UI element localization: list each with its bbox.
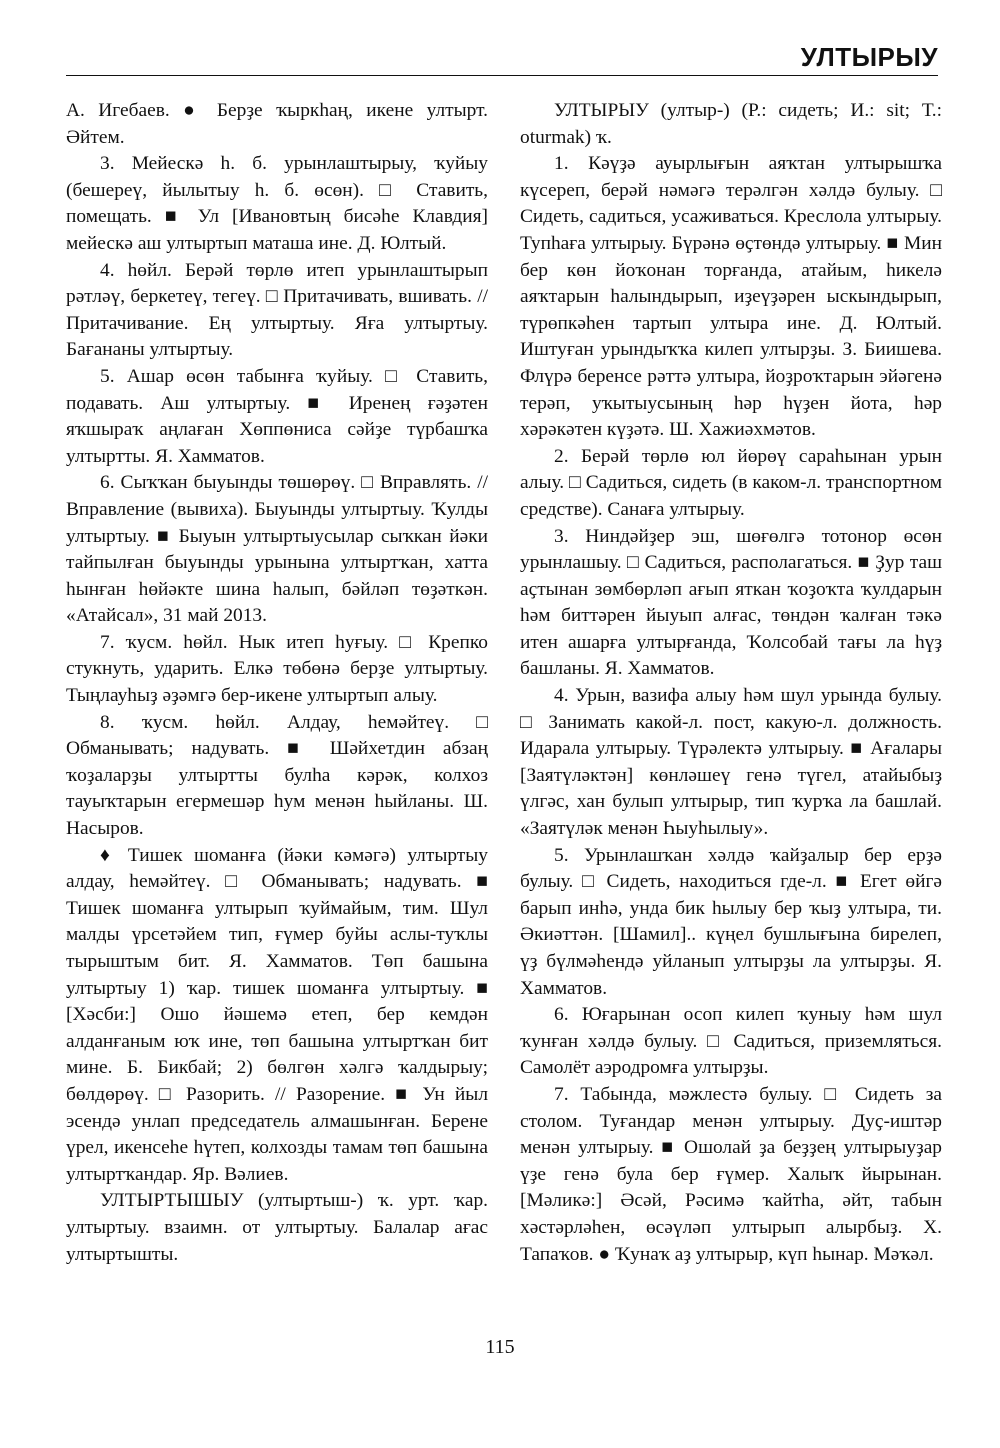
dictionary-paragraph: 1. Кәүҙә ауырлығын аяҡтан ултырышҡа күсереп, берәй нәмәгә терәлгән хәлдә булыу. □ Сидеть, садиться, усаживаться. Креслола ултырыу. Тупһаға ултырыу. Бүрәнә өҫтөндә ултырыу. ■ Мин бер көн йоҡонан торғанда, атайым, һикелә аяҡтарын һалындырып, иҙеүҙәрен ыскындырып, түрөпкәһен тартып ултыра ине. Д. Юлтый. Иштуған урындыҡҡа килеп ултырҙы. З. Биишева. Флүрә беренсе рәттә ултыра, йоҙроҡтарын эйәгенә терәп, уҡытыусының һәр һүҙен йота, һәр хәрәкәтен күҙәтә. Ш. Хажиәхмәтов. xyxy=(520,153,942,441)
dictionary-paragraph: 7. ҡусм. һөйл. Нык итеп һуғыу. □ Крепко стукнуть, ударить. Елкә төбөнә берҙе ултыртыу. Тыңлауһыҙ әҙәмгә бер-икене ултыртып алыу. xyxy=(66,631,488,707)
dictionary-paragraph: УЛТЫРЫУ (ултыр-) (Р.: сидеть; И.: sit; Т.: oturmak) ҡ. xyxy=(520,100,942,148)
dictionary-paragraph: 6. Юғарынан осоп килеп ҡуныу һәм шул ҡунған хәлдә булыу. □ Садиться, приземляться. Самолёт аэродромға ултырҙы. xyxy=(520,1004,942,1079)
running-head-word: УЛТЫРЫУ xyxy=(800,42,938,72)
header-rule xyxy=(66,75,938,76)
left-column xyxy=(66,98,488,1268)
dictionary-paragraph: 7. Табында, мәжлестә булыу. □ Сидеть за столом. Туғандар менән ултырыу. Дуҫ-иштәр менән ултырыу. ■ Ошолай ҙа беҙҙең ултырыуҙар үҙе генә була бер ғүмер. Халыҡ йырынан. [Мәликә:] Әсәй, Рәсимә ҡайтһа, әйт, табын хәстәрләһен, өсәүләп ултырып алырбыҙ. Х. Тапаҡов. ● Ҡунаҡ аҙ ултырыр, күп һынар. Мәҡәл. xyxy=(520,1083,942,1265)
dictionary-paragraph: 3. Мейескә һ. б. урынлаштырыу, ҡуйыу (бешереү, йылытыу һ. б. өсөн). □ Ставить, помещать. ■ Ул [Ивановтың бисәһе Клавдия] мейескә аш ултыртып маташа ине. Д. Юлтый. xyxy=(66,153,488,254)
dictionary-paragraph: 3. Ниндәйҙер эш, шөғөлгә тотонор өсөн урынлашыу. □ Садиться, располагаться. ■ Ҙур таш аҫтынан зөмбөрләп ағып яткан ҡоҙоҡта ҡулдарын һәм биттәрен йыуып алғас, төндән ҡалған тәкә итен ашарға ултырғанда, Ҡолсобай тағы ла һүҙ башланы. Я. Хамматов. xyxy=(520,525,942,680)
dictionary-paragraph: ♦ Тишек шоманға (йәки кәмәгә) ултыртыу алдау, һемәйтеү. □ Обманывать; надувать. ■ Тишек шоманға ултырып ҡуймайым, тим. Шул малды үрсетәйем тип, ғүмер буйы аслы-туҡлы тырыштым бит. Я. Хамматов. Төп башына ултыртыу 1) ҡар. тишек шоманға ултыртыу. ■ [Хәсби:] Ошо йәшемә етеп, бер кемдән алданғаным юҡ ине, төп башына ултыртҡан бит мине. Б. Бикбай; 2) бөлгөн хәлгә ҡалдырыу; бөлдөрөү. □ Разорить. // Разорение. ■ Ун йыл эсендә унлап председатель алмашынған. Берене үрел, икенсеһе һүтеп, колхозды тамам төп башына ултыртҡандар. Яр. Вәлиев. xyxy=(66,844,488,1185)
dictionary-paragraph: 2. Берәй төрлө юл йөрөү сараһынан урын алыу. □ Садиться, сидеть (в каком-л. транспортном средстве). Санаға ултырыу. xyxy=(520,445,942,520)
dictionary-paragraph: 6. Сыҡҡан быуынды төшөрөү. □ Вправлять. // Вправление (вывиха). Быуынды ултыртыу. Ҡулды ултыртыу. ■ Быуын ултыртыусылар сыҡкан йәки тайпылған быуынды урынына ултыртҡан, хатта һынған һөйәкте шина һалып, бәйләп төҙәткән. «Атайсал», 31 май 2013. xyxy=(66,472,488,627)
dictionary-paragraph: 8. ҡусм. һөйл. Алдау, һемәйтеү. □ Обманывать; надувать. ■ Шәйхетдин абзаң ҡоҙаларҙы ултыртты булһа кәрәк, колхоз тауыҡтарын егермешәр һум менән һыйланы. Ш. Насыров. xyxy=(66,711,488,840)
running-header xyxy=(66,38,938,76)
dictionary-paragraph: 4. һөйл. Берәй төрлө итеп урынлаштырып рәтләү, беркетеү, тегеү. □ Притачивать, вшивать. // Притачивание. Ең ултыртыу. Яға ултыртыу. Бағананы ултыртыу. xyxy=(66,259,488,361)
dictionary-paragraph: А. Игебаев. ● Берҙе ҡыркһаң, икене ултырт. Әйтем. xyxy=(66,100,488,148)
dictionary-paragraph: 5. Ашар өсөн табынға ҡуйыу. □ Ставить, подавать. Аш ултыртыу. ■ Иренең ғәҙәтен яҡшыраҡ аңлаған Хөппөниса сәйҙе түрбашҡа ултыртты. Я. Хамматов. xyxy=(66,365,488,467)
page-number: 115 xyxy=(485,1336,515,1358)
dictionary-paragraph: 5. Урынлашҡан хәлдә ҡайҙалыр бер ерҙә булыу. □ Сидеть, находиться где-л. ■ Егет өйгә барып инһә, унда бик һылыу бер ҡыҙ ултыра, ти. Әкиәттән. [Шамил].. күңел бушлығына бирелеп, үҙ бүлмәһендә уйланып ултырҙы ла ултырҙы. Я. Хамматов. xyxy=(520,844,942,999)
dictionary-paragraph: 4. Урын, вазифа алыу һәм шул урында булыу. □ Занимать какой-л. пост, какую-л. должность. Идарала ултырыу. Түрәлектә ултырыу. ■ Ағалары [Заятүләктән] көнләшеү генә түгел, атайыбыҙ үлгәс, хан булып ултырыр, тип ҡурҡа ла башлай. «Заятүләк менән Һыуһылыу». xyxy=(520,685,942,840)
right-column xyxy=(520,98,942,1268)
dictionary-paragraph: УЛТЫРТЫШЫУ (ултыртыш-) ҡ. урт. ҡар. ултыртыу. взаимн. от ултыртыу. Балалар ағас ултыртышты. xyxy=(66,1190,488,1265)
